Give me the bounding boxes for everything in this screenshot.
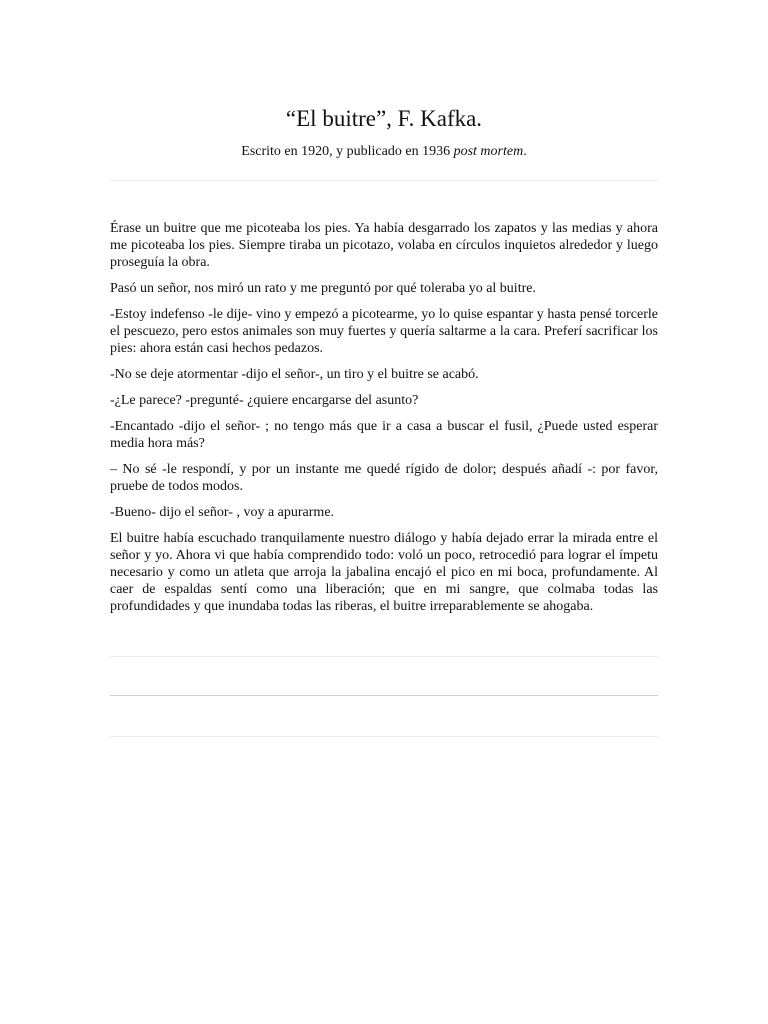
paragraph-3: -Estoy indefenso -le dije- vino y empezó a picotearme, yo lo quise espantar y hasta pensé torcerle el pescuezo, pero estos animales son muy fuertes y quería saltarme a la cara. Preferí sacrificar los pies: ahora están casi hechos pedazos. [110, 307, 658, 356]
divider-bottom-3 [110, 736, 658, 737]
document-subtitle [110, 143, 658, 161]
paragraph-5: -¿Le parece? -pregunté- ¿quiere encargarse del asunto? [110, 393, 419, 408]
paragraph-7: – No sé -le respondí, y por un instante me quedé rígido de dolor; después añadí -: por favor, pruebe de todos modos. [110, 462, 658, 494]
paragraph-9: El buitre había escuchado tranquilamente nuestro diálogo y había dejado errar la mirada entre el señor y yo. Ahora vi que había comprendido todo: voló un poco, retrocedió para lograr el ímpetu necesario y como un atleta que arroja la jabalina encajó el pico en mi boca, profundamente. Al caer de espaldas sentí como una liberación; que en mi sangre, que colmaba todas las profundidades y que inundaba todas las riberas, el buitre irreparablemente se ahogaba. [110, 531, 658, 614]
divider-bottom-1 [110, 656, 658, 657]
story-body [110, 220, 658, 624]
paragraph-1: Érase un buitre que me picoteaba los pies. Ya había desgarrado los zapatos y las medias y ahora me picoteaba los pies. Siempre tiraba un picotazo, volaba en círculos inquietos alrededor y luego proseguía la obra. [110, 221, 658, 270]
paragraph-2: Pasó un señor, nos miró un rato y me preguntó por qué toleraba yo al buitre. [110, 281, 536, 296]
paragraph-8: -Bueno- dijo el señor- , voy a apurarme. [110, 505, 335, 520]
subtitle-italic-text: post mortem [453, 144, 524, 159]
divider-top [110, 180, 658, 181]
divider-bottom-2 [110, 695, 658, 696]
paragraph-6: -Encantado -dijo el señor- ; no tengo más que ir a casa a buscar el fusil, ¿Puede usted esperar media hora más? [110, 419, 658, 451]
paragraph-4: -No se deje atormentar -dijo el señor-, un tiro y el buitre se acabó. [110, 367, 479, 382]
subtitle-text: Escrito en 1920, y publicado en 1936 [241, 144, 454, 159]
document-title: “El buitre”, F. Kafka. [285, 106, 483, 131]
subtitle-suffix: . [523, 144, 527, 159]
